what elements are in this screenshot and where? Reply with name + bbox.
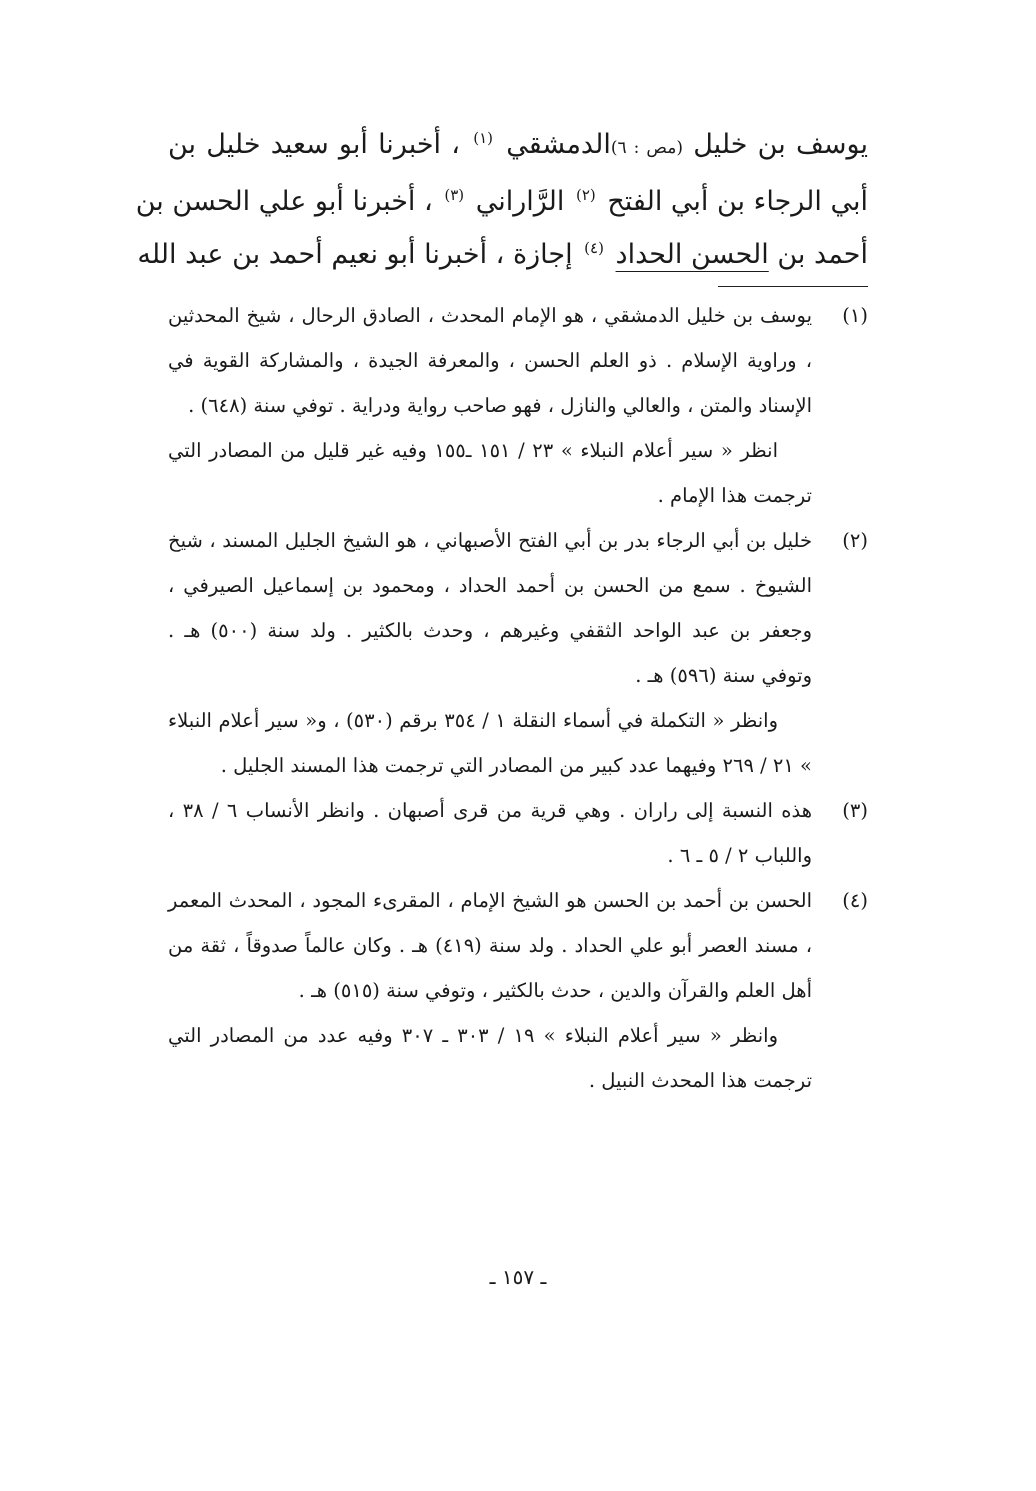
page-number: ـ ١٥٧ ـ [489, 1265, 547, 1289]
footnote-reference: وانظر « التكملة في أسماء النقلة ١ / ٣٥٤ برقم (٥٣٠) ، و« سير أعلام النبلاء » ٢١ / ٢٦٩ وفيهما عدد كبير من المصادر التي ترجمت هذا المسند الجليل . [168, 709, 812, 777]
footnote-reference: انظر « سير أعلام النبلاء » ٢٣ / ١٥١ ـ١٥٥ وفيه غير قليل من المصادر التي ترجمت هذا الإمام . [168, 439, 812, 507]
footnote-3 [168, 788, 868, 878]
footnote-text: خليل بن أبي الرجاء بدر بن أبي الفتح الأصبهاني ، هو الشيخ الجليل المسند ، شيخ الشيوخ . سمع من الحسن بن أحمد الحداد ، ومحمود بن إسماعيل الصيرفي ، وجعفر بن عبد الواحد الثقفي وغيرهم ، وحدث بالكثير . ولد سنة (٥٠٠) هـ . وتوفي سنة (٥٩٦) هـ . [168, 529, 812, 687]
footnote-body [168, 293, 812, 518]
footnotes [168, 293, 868, 1103]
footnote-number: (١) [842, 304, 868, 327]
footnote-marker-1[interactable]: (١) [473, 129, 493, 147]
footnote-1 [168, 293, 868, 518]
source-mark: (مص : ٦) [610, 138, 683, 158]
main-text-segment: الرَّاراني [475, 186, 565, 217]
main-text-line-1 [168, 118, 868, 175]
main-text-segment: الدمشقي [506, 129, 611, 160]
footnote-marker-2[interactable]: (٢) [575, 186, 596, 204]
footnote-2 [168, 518, 868, 788]
main-text-segment: ، أخبرنا أبو علي الحسن بن [135, 186, 433, 217]
footnote-text: الحسن بن أحمد بن الحسن هو الشيخ الإمام ، المقرىء المجود ، المحدث المعمر ، مسند العصر أبو علي الحداد . ولد سنة (٤١٩) هـ . وكان عالماً صدوقاً ، ثقة من أهل العلم والقرآن والدين ، حدث بالكثير ، وتوفي سنة (٥١٥) هـ . [168, 889, 812, 1002]
footnote-marker-3[interactable]: (٣) [444, 186, 465, 204]
main-text-line-3 [137, 228, 868, 281]
footnote-reference: وانظر « سير أعلام النبلاء » ١٩ / ٣٠٣ ـ ٣٠٧ وفيه عدد من المصادر التي ترجمت هذا المحدث النبيل . [168, 1024, 812, 1092]
main-text [135, 118, 868, 281]
footnote-text: هذه النسبة إلى راران . وهي قرية من قرى أصبهان . وانظر الأنساب ٦ / ٣٨ ، واللباب ٢ / ٥ ـ ٦ . [168, 799, 812, 867]
underlined-name: الحسن الحداد [615, 239, 769, 270]
footnote-body [168, 788, 812, 878]
footnote-separator [718, 286, 868, 287]
main-text-segment: أحمد بن [777, 239, 868, 270]
main-text-line-2 [135, 175, 868, 228]
main-text-segment: ، أخبرنا أبو سعيد خليل بن [168, 129, 460, 160]
footnote-body [168, 518, 812, 788]
main-text-segment: يوسف بن خليل [693, 129, 868, 160]
footnote-number: (٣) [842, 799, 868, 822]
footnote-number: (٤) [842, 889, 868, 912]
footnote-text: يوسف بن خليل الدمشقي ، هو الإمام المحدث ، الصادق الرحال ، شيخ المحدثين ، وراوية الإسلام . ذو العلم الحسن ، والمعرفة الجيدة ، والمشاركة القوية في الإسناد والمتن ، والعالي والنازل ، فهو صاحب رواية ودراية . توفي سنة (٦٤٨) . [168, 304, 812, 417]
footnote-marker-4[interactable]: (٤) [584, 239, 604, 257]
footnote-number: (٢) [842, 529, 868, 552]
main-text-segment: إجازة ، أخبرنا أبو نعيم أحمد بن عبد الله [137, 239, 573, 270]
main-text-segment: أبي الرجاء بن أبي الفتح [607, 186, 868, 217]
footnote-body [168, 878, 812, 1103]
footnote-4 [168, 878, 868, 1103]
